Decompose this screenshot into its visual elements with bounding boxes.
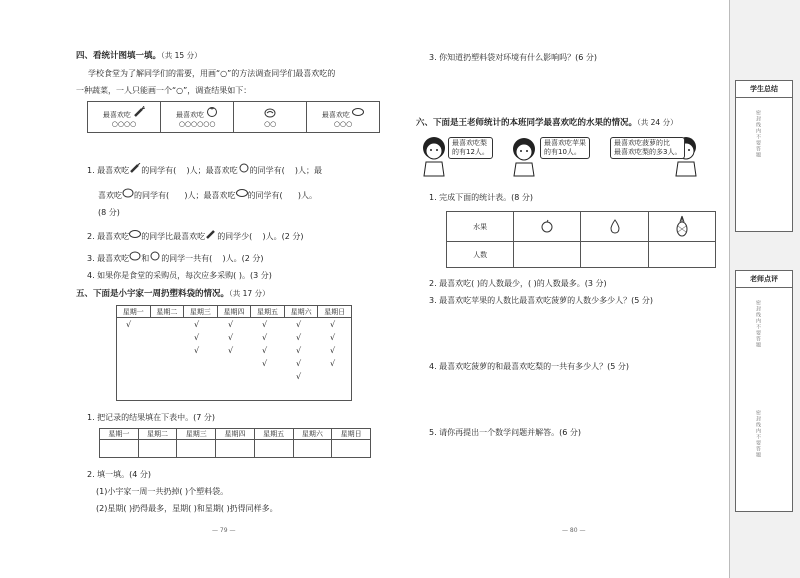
sec6-q1: 1. 完成下面的统计表。(8 分) [429,193,534,202]
check-mark: √ [228,333,234,342]
result-header-mon: 星期一 [100,429,139,440]
check-mark: √ [330,333,336,342]
right-q3: 3. 你知道扔塑料袋对环境有什么影响吗？(6 分) [429,53,598,62]
carrot-icon [129,163,141,173]
seal-line-note-1: 密封线内不要答题 [755,110,761,158]
check-mark: √ [262,320,268,329]
record-header-tue: 星期二 [150,306,184,318]
section4-intro-line1: 学校食堂为了解同学们的需要，用画“○”的方法调查同学们最喜欢吃的 [88,69,336,78]
check-mark: √ [296,359,302,368]
record-header-thu: 星期四 [217,306,251,318]
sec5-q2b: (2)星期( )扔得最多，星期( )和星期( )扔得同样多。 [96,504,278,513]
sec6-q5: 5. 请你再提出一个数学问题并解答。(6 分) [429,428,582,437]
fruit-pear-cell [581,212,648,242]
result-header-sun: 星期日 [332,429,371,440]
sec4-q3: 3. 最喜欢吃 和 的同学一共有( )人。(2 分) [87,251,263,264]
check-mark: √ [262,333,268,342]
record-header-wed: 星期三 [184,306,218,318]
sec4-q1-points: (8 分) [98,208,120,217]
plastic-bag-record-table [116,305,352,401]
sec4-q4: 4. 如果你是食堂的采购员，每次应多采购( )。(3 分) [87,271,272,280]
section6-title: 六、下面是王老师统计的本班同学最喜欢吃的水果的情况。（共 24 分） [416,118,678,128]
result-header-tue: 星期二 [138,429,177,440]
eggplant-icon [352,106,364,117]
check-mark: √ [228,346,234,355]
record-header-sat: 星期六 [284,306,318,318]
cabbage-icon [264,107,276,118]
tomato-icon [206,106,218,117]
check-mark: √ [330,320,336,329]
sec6-q3: 3. 最喜欢吃苹果的人数比最喜欢吃菠萝的人数少多少人？(5 分) [429,296,654,305]
eggplant-icon [129,229,141,239]
check-mark: √ [228,320,234,329]
plastic-bag-result-table [99,428,371,458]
page-number-left: — 79 — [212,527,236,534]
fruit-apple-cell [514,212,581,242]
speech-bubble-pear: 最喜欢吃梨 的有12人。 [448,137,493,159]
cabbage-icon [122,188,134,198]
check-mark: √ [126,320,132,329]
page-number-right: — 80 — [562,527,586,534]
check-mark: √ [330,346,336,355]
result-cell[interactable] [254,440,293,458]
result-cell[interactable] [216,440,255,458]
fruit-pineapple-cell [648,212,715,242]
sec4-q2: 2. 最喜欢吃 的同学比最喜欢吃 的同学少( )人。(2 分) [87,229,303,242]
sec5-q1: 1. 把记录的结果填在下表中。(7 分) [87,413,216,422]
check-mark: √ [262,359,268,368]
check-mark: √ [296,333,302,342]
teacher-comment-label: 老师点评 [736,271,792,288]
fruit-stat-table [446,211,716,268]
pear-icon [608,218,622,234]
record-header-fri: 星期五 [251,306,285,318]
tomato-icon [238,163,250,173]
result-header-thu: 星期四 [216,429,255,440]
student-summary-box[interactable] [735,80,793,232]
check-mark: √ [296,320,302,329]
seal-line-note-3: 密封线内不要答题 [755,410,761,458]
count-row-label: 人数 [447,242,514,268]
result-header-sat: 星期六 [293,429,332,440]
result-header-fri: 星期五 [254,429,293,440]
veg-cell-tomato: 最喜欢吃 ○○○○○○ [161,102,234,133]
record-header-sun: 星期日 [318,306,352,318]
tomato-icon [149,251,161,261]
check-mark: √ [330,359,336,368]
seal-line-note-2: 密封线内不要答题 [755,300,761,348]
section4-title: 四、看统计图填一填。（共 15 分） [76,51,202,61]
section4-intro-line2: 一种蔬菜，一人只能画一个“○”，调查结果如下： [76,86,252,95]
carrot-icon [133,106,145,117]
count-pineapple-cell[interactable] [648,242,715,268]
sec6-q2: 2. 最喜欢吃( )的人数最少，( )的人数最多。(3 分) [429,279,607,288]
cabbage-icon [129,251,141,261]
check-mark: √ [194,320,200,329]
girl-1 [423,137,445,176]
result-cell[interactable] [100,440,139,458]
student-summary-label: 学生总结 [736,81,792,98]
pineapple-icon [674,215,690,237]
result-cell[interactable] [138,440,177,458]
vegetable-survey-table [87,101,380,133]
girl-2 [513,138,535,176]
teacher-comment-box[interactable] [735,270,793,512]
result-header-wed: 星期三 [177,429,216,440]
sec5-q2a: (1)小宇家一周一共扔掉( )个塑料袋。 [96,487,229,496]
section5-title: 五、下面是小宇家一周扔塑料袋的情况。（共 17 分） [76,289,270,299]
count-pear-cell[interactable] [581,242,648,268]
result-cell[interactable] [332,440,371,458]
sec4-q1-line2: 喜欢吃 的同学有( )人；最喜欢吃 的同学有( )人。 [98,188,317,201]
sec6-q4: 4. 最喜欢吃菠萝的和最喜欢吃梨的一共有多少人？(5 分) [429,362,630,371]
result-cell[interactable] [177,440,216,458]
apple-icon [540,219,554,233]
eggplant-icon [236,188,248,198]
speech-bubble-apple: 最喜欢吃苹果 的有10人。 [540,137,590,159]
result-cell[interactable] [293,440,332,458]
record-header-mon: 星期一 [117,306,151,318]
check-mark: √ [194,346,200,355]
check-mark: √ [296,372,302,381]
veg-cell-eggplant: 最喜欢吃 ○○○ [307,102,380,133]
carrot-icon [205,229,217,239]
fruit-row-label: 水果 [447,212,514,242]
speech-bubble-pineapple: 最喜欢吃菠萝的比 最喜欢吃梨的多3人。 [610,137,685,159]
veg-cell-carrot: 最喜欢吃 ○○○○ [88,102,161,133]
check-mark: √ [194,333,200,342]
sec5-q2: 2. 填一填。(4 分) [87,470,152,479]
veg-cell-cabbage: ○○ [234,102,307,133]
count-apple-cell[interactable] [514,242,581,268]
check-mark: √ [262,346,268,355]
sec4-q1-line1: 1. 最喜欢吃 的同学有( )人；最喜欢吃 的同学有( )人；最 [87,163,322,176]
check-mark: √ [296,346,302,355]
